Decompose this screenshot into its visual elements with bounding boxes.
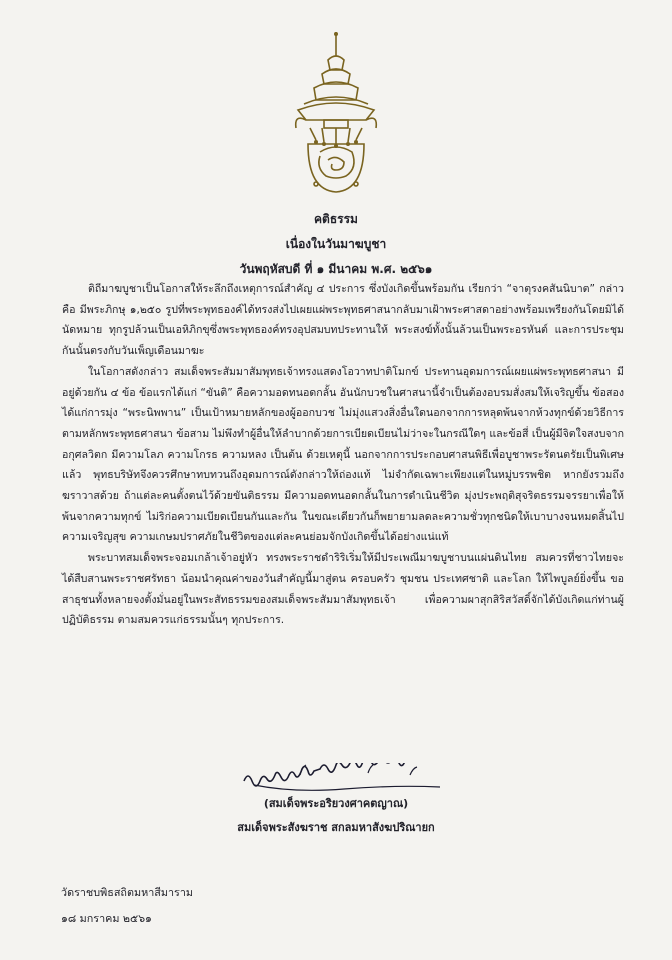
paragraph: พระบาทสมเด็จพระจอมเกล้าเจ้าอยู่หัว ทรงพระราชดำริริเริ่มให้มีประเพณีมาฆบูชาบนแผ่นดินไทย สมควรที่ชาวไทยจะได้สืบสานพระราชศรัทธา น้อมนำคุณค่าของวันสำคัญนี้มาสู่ตน ครอบครัว ชุมชน ประเทศชาติ และโลก ให้ไพบูลย์ยิ่งขึ้น ขอสาธุชนทั้งหลายจงตั้งมั่นอยู่ในพระสัทธรรมของสมเด็จพระสัมมาสัมพุทธเจ้า เพื่อความผาสุกสิริสวัสดิ์จักได้บังเกิดแก่ท่านผู้ปฏิบัติธรรม ตามสมควรแก่ธรรมนั้นๆ ทุกประการ. bbox=[62, 552, 624, 627]
handwritten-signature bbox=[240, 763, 446, 793]
royal-emblem-icon bbox=[286, 30, 386, 200]
paragraph: ติถีมาฆบูชาเป็นโอกาสให้ระลึกถึงเหตุการณ์สำคัญ ๔ ประการ ซึ่งบังเกิดขึ้นพร้อมกัน เรียกว่า “จาตุรงคสันนิบาต” กล่าวคือ มีพระภิกษุ ๑,๒๕๐ รูปที่พระพุทธองค์ได้ทรงส่งไปเผยแผ่พระพุทธศาสนากลับมาเฝ้าพระศาสดาอย่างพร้อมเพรียงกันโดยมิได้นัดหมาย ทุกรูปล้วนเป็นเอหิภิกขุซึ่งพระพุทธองค์ทรงอุปสมบทประทานให้ พระสงฆ์ทั้งนั้นล้วนเป็นพระอรหันต์ และการประชุมกันนั้นตรงกับวันเพ็ญเดือนมาฆะ bbox=[62, 283, 624, 358]
temple-name: วัดราชบพิธสถิตมหาสีมาราม bbox=[61, 886, 194, 899]
occasion-line: เนื่องในวันมาฆบูชา bbox=[285, 237, 387, 251]
issue-date: ๑๘ มกราคม ๒๕๖๑ bbox=[61, 912, 152, 925]
signature-block bbox=[0, 792, 672, 840]
header bbox=[0, 207, 672, 282]
signer-position: สมเด็จพระสังฆราช สกลมหาสังฆปริณายก bbox=[237, 821, 435, 834]
document-title: คติธรรม bbox=[314, 212, 358, 226]
date-line: วันพฤหัสบดี ที่ ๑ มีนาคม พ.ศ. ๒๕๖๑ bbox=[239, 262, 433, 276]
signer-name: (สมเด็จพระอริยวงศาคตญาณ) bbox=[263, 797, 409, 810]
footer bbox=[61, 880, 193, 932]
body-text bbox=[62, 279, 624, 631]
paragraph: ในโอกาสดังกล่าว สมเด็จพระสัมมาสัมพุทธเจ้าทรงแสดงโอวาทปาติโมกข์ ประทานอุดมการณ์เผยแผ่พระพุทธศาสนา มีอยู่ด้วยกัน ๔ ข้อ ข้อแรกได้แก่ “ขันติ” คือความอดทนอดกลั้น อันนักบวชในศาสนานี้จำเป็นต้องอบรมสั่งสมให้เจริญขึ้น ข้อสอง ได้แก่การมุ่ง “พระนิพพาน” เป็นเป้าหมายหลักของผู้ออกบวช ไม่มุ่งแสวงสิ่งอื่นใดนอกจากการหลุดพ้นจากห้วงทุกข์ด้วยวิธีการตามหลักพระพุทธศาสนา ข้อสาม ไม่พึงทำผู้อื่นให้ลำบากด้วยการเบียดเบียนไม่ว่าจะในกรณีใดๆ และข้อสี่ เป็นผู้มีจิตใจสงบจากอกุศลวิตก มีความโลภ ความโกรธ ความหลง เป็นต้น ด้วยเหตุนี้ นอกจากการประกอบศาสนพิธีเพื่อบูชาพระรัตนตรัยเป็นพิเศษแล้ว พุทธบริษัทจึงควรศึกษาทบทวนถึงอุดมการณ์ดังกล่าวให้ถ่องแท้ ไม่จำกัดเฉพาะเพียงแต่ในหมู่บรรพชิต หากยังรวมถึงฆราวาสด้วย ถ้าแต่ละคนตั้งตนไว้ด้วยขันติธรรม มีความอดทนอดกลั้นในการดำเนินชีวิต มุ่งประพฤติสุจริตธรรมจรรยาเพื่อให้พ้นจากความทุกข์ ไม่ริก่อความเบียดเบียนกันและกัน ในขณะเดียวกันก็พยายามลดละความชั่วทุกชนิดให้เบาบางจนหมดสิ้นไป ความเจริญสุข ความเกษมปราศภัยในชีวิตของแต่ละคนย่อมจักบังเกิดขึ้นได้อย่างแน่แท้ bbox=[62, 365, 624, 544]
